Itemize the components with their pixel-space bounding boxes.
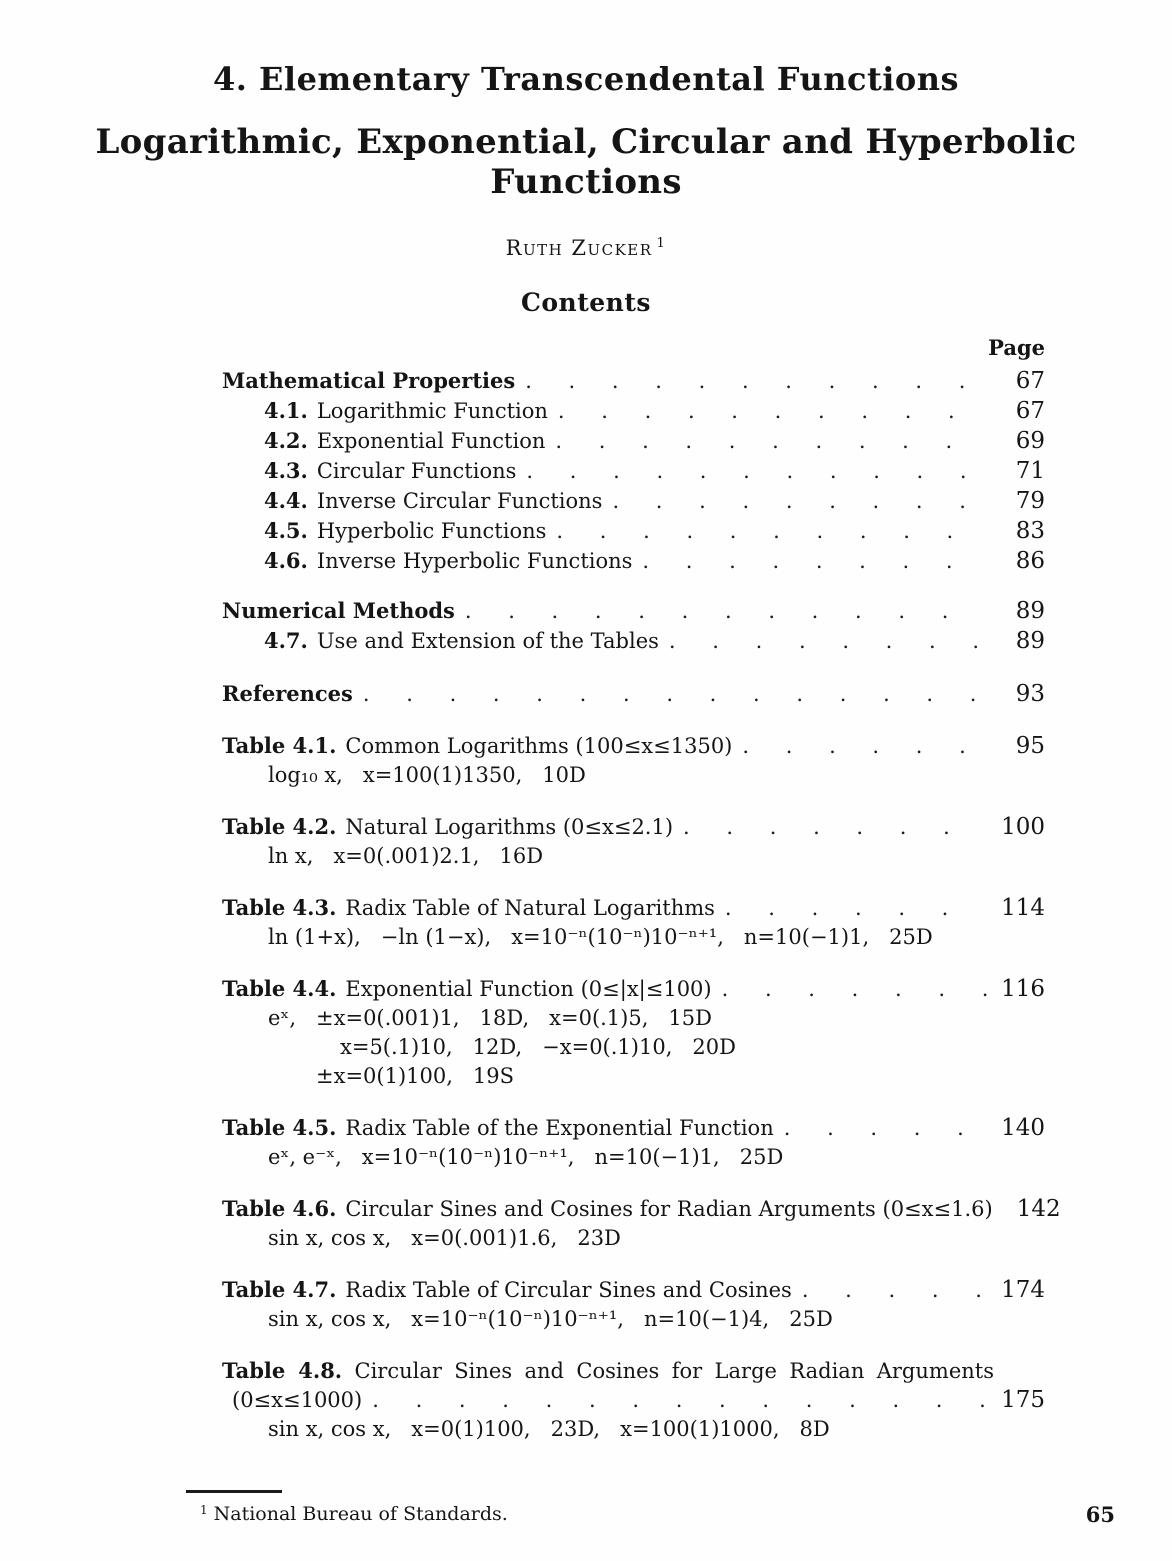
dot-leader — [525, 367, 987, 396]
toc-entry-text: Inverse Hyperbolic Functions — [316, 549, 633, 573]
toc-table-block — [222, 893, 1045, 952]
toc-table-title: Radix Table of Circular Sines and Cosines — [345, 1278, 792, 1302]
dot-leader — [725, 894, 987, 923]
dot-leader — [802, 1276, 987, 1305]
section-gap — [222, 576, 1045, 596]
toc-table-label: Table 4.5. — [222, 1115, 337, 1140]
author-footnote-ref: 1 — [656, 236, 667, 251]
toc-entry-label: 4.6. — [264, 548, 308, 573]
toc-table-title: Exponential Function (0≤|x|≤100) — [345, 977, 712, 1001]
toc-table-block — [222, 1275, 1045, 1334]
toc-row — [222, 426, 1045, 456]
dot-leader — [683, 813, 987, 842]
toc-row — [222, 626, 1045, 656]
author-line — [0, 236, 1172, 260]
dot-leader — [742, 732, 987, 761]
toc-page-number: 69 — [1015, 428, 1045, 454]
toc-entry-text: Inverse Circular Functions — [316, 489, 603, 513]
toc-entry-text: Hyperbolic Functions — [316, 519, 547, 543]
toc-page-number: 142 — [1016, 1196, 1061, 1222]
chapter-subtitle: Logarithmic, Exponential, Circular and Hyperbolic Functions — [95, 122, 1077, 202]
toc-table-title: Common Logarithms (100≤x≤1350) — [345, 734, 733, 758]
footnote-rule — [186, 1490, 282, 1493]
toc-table-label: Table 4.7. — [222, 1277, 337, 1302]
toc-table-row — [222, 1113, 1045, 1143]
toc-table-row — [222, 974, 1045, 1004]
toc-table-detail: ±x=0(1)100, 19S — [316, 1064, 515, 1088]
toc-table-title: Natural Logarithms (0≤x≤2.1) — [345, 815, 674, 839]
dot-leader — [612, 487, 987, 516]
toc-row — [222, 486, 1045, 516]
toc-table-label: Table 4.2. — [222, 814, 337, 839]
toc-entry-text: Logarithmic Function — [316, 399, 548, 423]
toc-page-number: 67 — [1015, 398, 1045, 424]
toc-row — [222, 456, 1045, 486]
toc-table-title: Circular Sines and Cosines for Large Radian Arguments — [354, 1359, 994, 1383]
chapter-title: 4. Elementary Transcendental Functions — [212, 60, 960, 98]
toc-page-number: 95 — [1015, 733, 1045, 759]
toc-table-row-wrap — [222, 1386, 1045, 1415]
toc-table-label: Table 4.1. — [222, 733, 337, 758]
footnote-area — [186, 1490, 1172, 1525]
toc-entry-label: Numerical Methods — [222, 598, 455, 623]
toc-table-detail: eˣ, ±x=0(.001)1, 18D, x=0(.1)5, 15D — [268, 1006, 712, 1030]
toc-table-row — [222, 812, 1045, 842]
toc-page-number: 114 — [1001, 895, 1045, 921]
toc-table-detail: eˣ, e⁻ˣ, x=10⁻ⁿ(10⁻ⁿ)10⁻ⁿ⁺¹, n=10(−1)1, 25D — [268, 1145, 784, 1169]
toc-page-number: 140 — [1001, 1115, 1045, 1141]
toc-table-detail: x=5(.1)10, 12D, −x=0(.1)10, 20D — [340, 1035, 736, 1059]
toc-table-row — [222, 1275, 1045, 1305]
toc-table-row — [222, 1194, 1061, 1224]
dot-leader — [363, 680, 987, 709]
toc-table-row — [222, 731, 1045, 761]
dot-leader — [556, 517, 987, 546]
toc-table-row — [222, 1356, 994, 1386]
toc-entry-label: 4.2. — [264, 428, 308, 453]
toc-table-label: Table 4.8. — [222, 1358, 343, 1383]
toc-row — [222, 516, 1045, 546]
toc-table-label: Table 4.4. — [222, 976, 337, 1001]
toc-row — [222, 546, 1045, 576]
dot-leader — [555, 427, 987, 456]
toc-page-number: 83 — [1015, 518, 1045, 544]
toc-table-title: Radix Table of the Exponential Function — [345, 1116, 774, 1140]
author-name: Ruth Zucker — [505, 236, 653, 260]
contents-heading: Contents — [520, 288, 651, 317]
page-number-folio: 65 — [1085, 1502, 1115, 1527]
toc-table-detail: sin x, cos x, x=10⁻ⁿ(10⁻ⁿ)10⁻ⁿ⁺¹, n=10(−1)4, 25D — [268, 1307, 833, 1331]
toc-table-label: Table 4.6. — [222, 1196, 337, 1221]
toc-entry-label: 4.5. — [264, 518, 308, 543]
toc-table-detail: log₁₀ x, x=100(1)1350, 10D — [268, 763, 586, 787]
toc-row — [222, 596, 1045, 626]
footnote-ref-mark: 1 — [200, 1503, 208, 1517]
toc-page-number: 67 — [1015, 368, 1045, 394]
toc-page-number: 116 — [1001, 976, 1045, 1002]
section-gap — [222, 656, 1045, 679]
toc-table-title: Circular Sines and Cosines for Radian Arguments (0≤x≤1.6) — [345, 1197, 993, 1221]
toc-table-detail: sin x, cos x, x=0(1)100, 23D, x=100(1)1000, 8D — [268, 1417, 830, 1441]
footnote-text — [200, 1503, 1172, 1525]
toc-page-number: 79 — [1015, 488, 1045, 514]
dot-leader — [558, 397, 987, 426]
toc-table-block — [222, 974, 1045, 1091]
toc-page-number: 89 — [1015, 598, 1045, 624]
toc-table-label: Table 4.3. — [222, 895, 337, 920]
toc-table-block — [222, 1356, 1045, 1444]
footnote-body: National Bureau of Standards. — [213, 1503, 508, 1525]
toc-row — [222, 679, 1045, 709]
dot-leader — [642, 547, 987, 576]
dot-leader — [669, 627, 987, 656]
toc-entry-text: Circular Functions — [316, 459, 517, 483]
toc-table-block — [222, 1113, 1045, 1172]
toc-page-number: 93 — [1015, 681, 1045, 707]
toc-table-row — [222, 893, 1045, 923]
toc-page-number: 71 — [1015, 458, 1045, 484]
toc-page-number: 174 — [1001, 1277, 1045, 1303]
toc-entry-label: 4.4. — [264, 488, 308, 513]
dot-leader — [784, 1114, 987, 1143]
toc-row — [222, 396, 1045, 426]
toc-page-number: 89 — [1015, 628, 1045, 654]
toc-table-block — [222, 731, 1045, 790]
dot-leader — [465, 597, 987, 626]
toc-entry-label: 4.3. — [264, 458, 308, 483]
page-column-label: Page — [988, 335, 1045, 360]
toc-table-detail: ln x, x=0(.001)2.1, 16D — [268, 844, 544, 868]
toc-entry-label: 4.1. — [264, 398, 308, 423]
toc-page-number: 86 — [1015, 548, 1045, 574]
toc-entry-text: Use and Extension of the Tables — [316, 629, 659, 653]
table-of-contents — [222, 335, 1061, 1444]
toc-table-block — [222, 1194, 1061, 1253]
toc-page-number: 175 — [1001, 1387, 1045, 1413]
dot-leader — [526, 457, 987, 486]
toc-entry-text: Exponential Function — [316, 429, 546, 453]
toc-table-detail: sin x, cos x, x=0(.001)1.6, 23D — [268, 1226, 621, 1250]
toc-table-detail: ln (1+x), −ln (1−x), x=10⁻ⁿ(10⁻ⁿ)10⁻ⁿ⁺¹, n=10(−1)1, 25D — [268, 925, 933, 949]
toc-page-number: 100 — [1001, 814, 1045, 840]
dot-leader — [372, 1386, 987, 1415]
toc-entry-label: Mathematical Properties — [222, 368, 516, 393]
toc-entry-label: References — [222, 681, 353, 706]
toc-table-block — [222, 812, 1045, 871]
toc-row — [222, 366, 1045, 396]
toc-table-title: Radix Table of Natural Logarithms — [345, 896, 715, 920]
toc-table-title-continued: (0≤x≤1000) — [232, 1388, 363, 1412]
toc-entry-label: 4.7. — [264, 628, 308, 653]
dot-leader — [722, 975, 987, 1004]
